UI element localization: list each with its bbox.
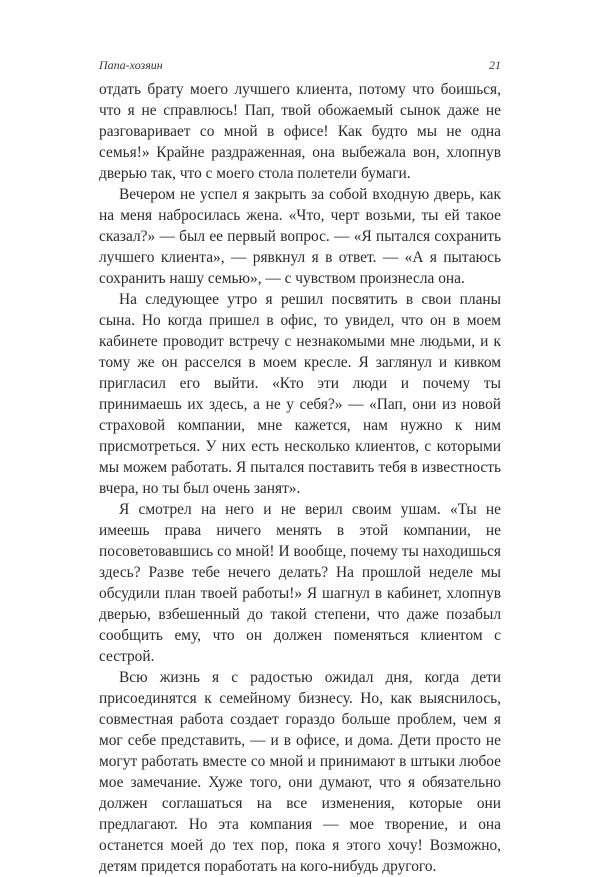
page-number: 21 (489, 58, 501, 72)
paragraph: Вечером не успел я закрыть за собой входную дверь, как на меня набросилась жена. «Что, черт возьми, ты ей такое сказал?» — был ее первый вопрос. — «Я пытался сохранить лучшего клиента», — рявкнул я в ответ. — «А я пытаюсь сохранить нашу семью», — с чувством произнесла она. (99, 186, 501, 287)
paragraph: На следующее утро я решил посвятить в свои планы сына. Но когда пришел в офис, то увидел, что он в моем кабинете проводит встречу с незнакомыми мне людьми, и к тому же он расселся в моем кресле. Я заглянул и кивком пригласил его выйти. «Кто эти люди и почему ты принимаешь их здесь, а не у себя?» — «Пап, они из новой страховой компании, мне кажется, нам нужно к ним присмотреться. У них есть несколько клиентов, с которыми мы можем работать. Я пытался поставить тебя в известность вчера, но ты был очень занят». (99, 291, 501, 497)
running-title: Папа-хозяин (99, 58, 163, 72)
paragraph: отдать брату моего лучшего клиента, потому что боишься, что я не справлюсь! Пап, твой обожаемый сынок даже не разговаривает со мной в офисе! Как будто мы не одна семья!» Крайне раздраженная, она выбежала вон, хлопнув дверью так, что с моего стола полетели бумаги. (99, 81, 501, 182)
paragraph: Я смотрел на него и не верил своим ушам. «Ты не имеешь права ничего менять в этой компании, не посоветовавшись со мной! И вообще, почему ты находишься здесь? Разве тебе нечего делать? На прошлой неделе мы обсудили план твоей работы!» Я шагнул в кабинет, хлопнув дверью, взбешенный до такой степени, что даже позабыл сообщить ему, что он должен поменяться клиентом с сестрой. (99, 501, 501, 665)
body-text (99, 79, 501, 877)
paragraph: Всю жизнь я с радостью ожидал дня, когда дети присоединятся к семейному бизнесу. Но, как выяснилось, совместная работа создает гораздо больше проблем, чем я мог себе представить, — и в офисе, и дома. Дети просто не могут работать вместе со мной и принимают в штыки любое мое замечание. Хуже того, они думают, что я обязательно должен соглашаться на все изменения, которые они предлагают. Но эта компания — мое творение, и она останется моей до тех пор, пока я этого хочу! Возможно, детям придется поработать на кого-нибудь другого. (99, 669, 501, 875)
running-head (99, 58, 501, 76)
